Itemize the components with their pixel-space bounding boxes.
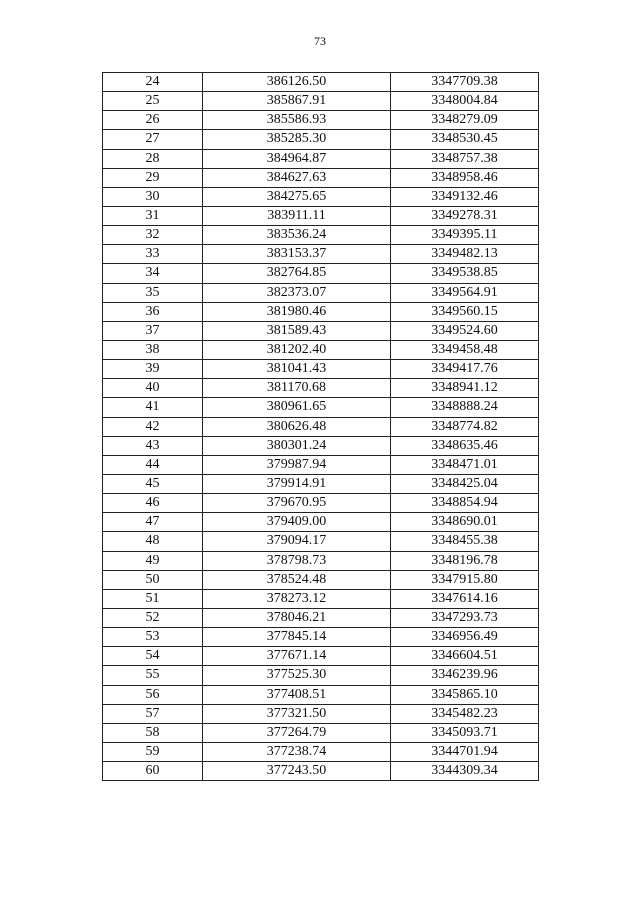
x-coordinate-cell: 377408.51 (203, 685, 391, 704)
point-number-cell: 46 (103, 494, 203, 513)
point-number-cell: 31 (103, 206, 203, 225)
point-number-cell: 59 (103, 742, 203, 761)
x-coordinate-cell: 385285.30 (203, 130, 391, 149)
y-coordinate-cell: 3349560.15 (391, 302, 539, 321)
table-row (103, 589, 539, 608)
coordinate-table-body (103, 73, 539, 781)
point-number-cell: 25 (103, 92, 203, 111)
y-coordinate-cell: 3348471.01 (391, 455, 539, 474)
point-number-cell: 54 (103, 647, 203, 666)
point-number-cell: 44 (103, 455, 203, 474)
page-number: 73 (314, 34, 326, 48)
y-coordinate-cell: 3348690.01 (391, 513, 539, 532)
x-coordinate-cell: 383153.37 (203, 245, 391, 264)
x-coordinate-cell: 378046.21 (203, 608, 391, 627)
x-coordinate-cell: 378798.73 (203, 551, 391, 570)
point-number-cell: 55 (103, 666, 203, 685)
table-row (103, 532, 539, 551)
point-number-cell: 52 (103, 608, 203, 627)
table-row (103, 762, 539, 781)
table-row (103, 474, 539, 493)
point-number-cell: 47 (103, 513, 203, 532)
y-coordinate-cell: 3347293.73 (391, 608, 539, 627)
table-row (103, 513, 539, 532)
point-number-cell: 37 (103, 321, 203, 340)
y-coordinate-cell: 3349458.48 (391, 340, 539, 359)
x-coordinate-cell: 379094.17 (203, 532, 391, 551)
point-number-cell: 29 (103, 168, 203, 187)
y-coordinate-cell: 3348279.09 (391, 111, 539, 130)
coordinate-table (102, 72, 539, 781)
table-row (103, 206, 539, 225)
table-row (103, 398, 539, 417)
x-coordinate-cell: 380301.24 (203, 436, 391, 455)
point-number-cell: 51 (103, 589, 203, 608)
table-row (103, 723, 539, 742)
point-number-cell: 58 (103, 723, 203, 742)
y-coordinate-cell: 3348196.78 (391, 551, 539, 570)
point-number-cell: 43 (103, 436, 203, 455)
x-coordinate-cell: 377671.14 (203, 647, 391, 666)
table-row (103, 149, 539, 168)
x-coordinate-cell: 381980.46 (203, 302, 391, 321)
table-row (103, 283, 539, 302)
y-coordinate-cell: 3348888.24 (391, 398, 539, 417)
x-coordinate-cell: 382373.07 (203, 283, 391, 302)
x-coordinate-cell: 377321.50 (203, 704, 391, 723)
y-coordinate-cell: 3348774.82 (391, 417, 539, 436)
y-coordinate-cell: 3344701.94 (391, 742, 539, 761)
table-row (103, 570, 539, 589)
x-coordinate-cell: 378524.48 (203, 570, 391, 589)
table-row (103, 666, 539, 685)
point-number-cell: 50 (103, 570, 203, 589)
table-row (103, 685, 539, 704)
y-coordinate-cell: 3349417.76 (391, 360, 539, 379)
table-row (103, 111, 539, 130)
y-coordinate-cell: 3346956.49 (391, 628, 539, 647)
y-coordinate-cell: 3349395.11 (391, 226, 539, 245)
x-coordinate-cell: 378273.12 (203, 589, 391, 608)
x-coordinate-cell: 385867.91 (203, 92, 391, 111)
y-coordinate-cell: 3345865.10 (391, 685, 539, 704)
y-coordinate-cell: 3347614.16 (391, 589, 539, 608)
y-coordinate-cell: 3344309.34 (391, 762, 539, 781)
x-coordinate-cell: 384627.63 (203, 168, 391, 187)
point-number-cell: 33 (103, 245, 203, 264)
x-coordinate-cell: 377845.14 (203, 628, 391, 647)
point-number-cell: 41 (103, 398, 203, 417)
y-coordinate-cell: 3349564.91 (391, 283, 539, 302)
y-coordinate-cell: 3345482.23 (391, 704, 539, 723)
point-number-cell: 36 (103, 302, 203, 321)
table-row (103, 302, 539, 321)
point-number-cell: 34 (103, 264, 203, 283)
point-number-cell: 27 (103, 130, 203, 149)
table-row (103, 742, 539, 761)
table-row (103, 340, 539, 359)
x-coordinate-cell: 381170.68 (203, 379, 391, 398)
y-coordinate-cell: 3348854.94 (391, 494, 539, 513)
point-number-cell: 42 (103, 417, 203, 436)
y-coordinate-cell: 3348635.46 (391, 436, 539, 455)
y-coordinate-cell: 3349482.13 (391, 245, 539, 264)
x-coordinate-cell: 382764.85 (203, 264, 391, 283)
point-number-cell: 32 (103, 226, 203, 245)
x-coordinate-cell: 377525.30 (203, 666, 391, 685)
x-coordinate-cell: 380626.48 (203, 417, 391, 436)
x-coordinate-cell: 379914.91 (203, 474, 391, 493)
y-coordinate-cell: 3349538.85 (391, 264, 539, 283)
point-number-cell: 56 (103, 685, 203, 704)
y-coordinate-cell: 3348530.45 (391, 130, 539, 149)
table-row (103, 608, 539, 627)
y-coordinate-cell: 3348941.12 (391, 379, 539, 398)
point-number-cell: 28 (103, 149, 203, 168)
point-number-cell: 40 (103, 379, 203, 398)
x-coordinate-cell: 381041.43 (203, 360, 391, 379)
table-row (103, 168, 539, 187)
x-coordinate-cell: 379409.00 (203, 513, 391, 532)
table-row (103, 647, 539, 666)
table-row (103, 379, 539, 398)
table-row (103, 226, 539, 245)
point-number-cell: 24 (103, 73, 203, 92)
x-coordinate-cell: 384964.87 (203, 149, 391, 168)
table-row (103, 187, 539, 206)
table-row (103, 130, 539, 149)
y-coordinate-cell: 3348958.46 (391, 168, 539, 187)
y-coordinate-cell: 3345093.71 (391, 723, 539, 742)
table-row (103, 494, 539, 513)
y-coordinate-cell: 3346604.51 (391, 647, 539, 666)
table-row (103, 417, 539, 436)
y-coordinate-cell: 3346239.96 (391, 666, 539, 685)
y-coordinate-cell: 3349132.46 (391, 187, 539, 206)
table-row (103, 321, 539, 340)
y-coordinate-cell: 3348757.38 (391, 149, 539, 168)
y-coordinate-cell: 3349278.31 (391, 206, 539, 225)
point-number-cell: 26 (103, 111, 203, 130)
point-number-cell: 60 (103, 762, 203, 781)
point-number-cell: 53 (103, 628, 203, 647)
x-coordinate-cell: 383536.24 (203, 226, 391, 245)
x-coordinate-cell: 379987.94 (203, 455, 391, 474)
point-number-cell: 38 (103, 340, 203, 359)
point-number-cell: 45 (103, 474, 203, 493)
y-coordinate-cell: 3348004.84 (391, 92, 539, 111)
y-coordinate-cell: 3348425.04 (391, 474, 539, 493)
y-coordinate-cell: 3348455.38 (391, 532, 539, 551)
x-coordinate-cell: 379670.95 (203, 494, 391, 513)
x-coordinate-cell: 381589.43 (203, 321, 391, 340)
x-coordinate-cell: 377264.79 (203, 723, 391, 742)
x-coordinate-cell: 386126.50 (203, 73, 391, 92)
point-number-cell: 49 (103, 551, 203, 570)
y-coordinate-cell: 3347915.80 (391, 570, 539, 589)
y-coordinate-cell: 3349524.60 (391, 321, 539, 340)
x-coordinate-cell: 384275.65 (203, 187, 391, 206)
table-row (103, 264, 539, 283)
table-row (103, 245, 539, 264)
table-row (103, 551, 539, 570)
point-number-cell: 35 (103, 283, 203, 302)
x-coordinate-cell: 383911.11 (203, 206, 391, 225)
x-coordinate-cell: 385586.93 (203, 111, 391, 130)
table-row (103, 628, 539, 647)
table-row (103, 455, 539, 474)
point-number-cell: 39 (103, 360, 203, 379)
table-row (103, 73, 539, 92)
point-number-cell: 48 (103, 532, 203, 551)
x-coordinate-cell: 377238.74 (203, 742, 391, 761)
table-row (103, 360, 539, 379)
y-coordinate-cell: 3347709.38 (391, 73, 539, 92)
point-number-cell: 57 (103, 704, 203, 723)
x-coordinate-cell: 380961.65 (203, 398, 391, 417)
x-coordinate-cell: 377243.50 (203, 762, 391, 781)
table-row (103, 436, 539, 455)
table-row (103, 704, 539, 723)
point-number-cell: 30 (103, 187, 203, 206)
x-coordinate-cell: 381202.40 (203, 340, 391, 359)
table-row (103, 92, 539, 111)
